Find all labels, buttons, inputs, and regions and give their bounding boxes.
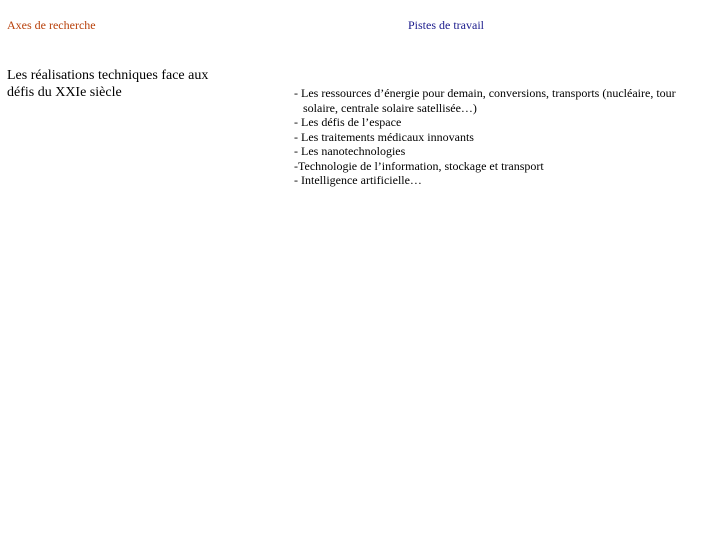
work-tracks-heading: Pistes de travail xyxy=(408,18,484,32)
work-tracks-list xyxy=(294,86,704,188)
research-axis-title-line-1: Les réalisations techniques face aux xyxy=(7,68,209,83)
research-axis-title xyxy=(7,67,242,101)
work-track-item: - Les nanotechnologies xyxy=(294,144,406,158)
research-axis-title-line-2: défis du XXIe siècle xyxy=(7,85,122,100)
work-track-item: - Les traitements médicaux innovants xyxy=(294,129,474,144)
work-track-item: - Les défis de l’espace xyxy=(294,115,402,129)
work-track-item: - Intelligence artificielle… xyxy=(294,173,422,187)
work-track-item: - Les ressources d’énergie pour demain, conversions, transports (nucléaire, tour solaire, centrale solaire satellisée…) xyxy=(294,86,676,115)
research-axes-heading: Axes de recherche xyxy=(7,18,96,32)
work-track-item: -Technologie de l’information, stockage et transport xyxy=(294,158,544,173)
